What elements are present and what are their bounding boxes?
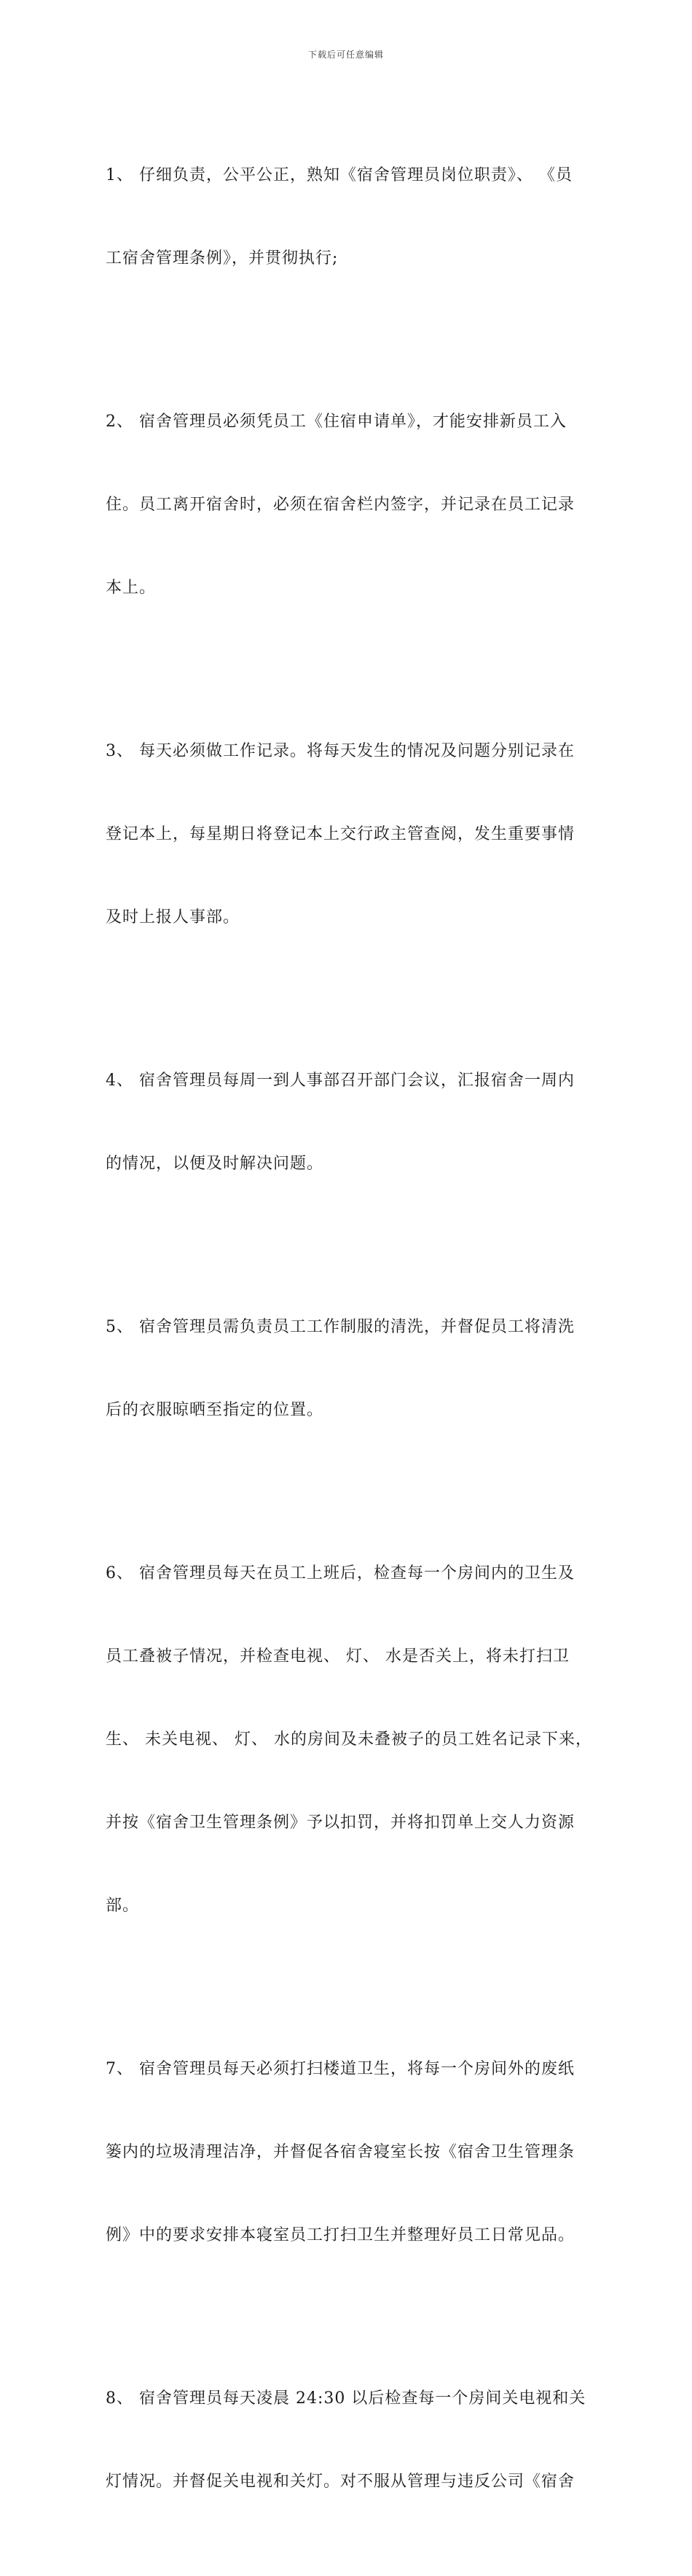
paragraph-line: 登记本上，每星期日将登记本上交行政主管查阅，发生重要事情 <box>106 825 575 843</box>
paragraph-2 <box>106 353 589 657</box>
paragraph-line: 后的衣服晾晒至指定的位置。 <box>106 1401 324 1419</box>
document-body <box>106 106 592 2576</box>
paragraph-line: 及时上报人事部。 <box>106 908 240 926</box>
paragraph-6 <box>106 1504 592 1975</box>
paragraph-line: 4、 宿舍管理员每周一到人事部召开部门会议，汇报宿舍一周内 <box>106 1072 575 1090</box>
paragraph-line: 住。员工离开宿舍时，必须在宿舍栏内签字，并记录在员工记录 <box>106 496 575 514</box>
paragraph-4 <box>106 1012 589 1233</box>
page-header: 下载后可任意编辑 <box>307 50 384 60</box>
paragraph-7 <box>106 2000 589 2305</box>
paragraph-line: 7、 宿舍管理员每天必须打扫楼道卫生，将每一个房间外的废纸 <box>106 2060 575 2078</box>
paragraph-1 <box>106 106 589 328</box>
paragraph-line: 1、 仔细负责，公平公正，熟知《宿舍管理员岗位职责》、 《员 <box>106 166 573 184</box>
paragraph-line: 6、 宿舍管理员每天在员工上班后，检查每一个房间内的卫生及 <box>106 1564 575 1582</box>
paragraph-line: 8、 宿舍管理员每天凌晨 24:30 以后检查每一个房间关电视和关 <box>106 2389 586 2408</box>
paragraph-5 <box>106 1258 589 1480</box>
paragraph-line: 并按《宿舍卫生管理条例》予以扣罚，并将扣罚单上交人力资源 <box>106 1814 575 1832</box>
paragraph-8 <box>106 2330 589 2551</box>
paragraph-3 <box>106 682 589 987</box>
paragraph-line: 2、 宿舍管理员必须凭员工《住宿申请单》，才能安排新员工入 <box>106 413 567 431</box>
paragraph-line: 篓内的垃圾清理洁净，并督促各宿舍寝室长按《宿舍卫生管理条 <box>106 2143 575 2161</box>
paragraph-line: 的情况，以便及时解决问题。 <box>106 1155 324 1173</box>
paragraph-line: 5、 宿舍管理员需负责员工工作制服的清洗，并督促员工将清洗 <box>106 1318 575 1336</box>
paragraph-line: 灯情况。并督促关电视和关灯。对不服从管理与违反公司《宿舍 <box>106 2472 575 2491</box>
paragraph-line: 生、 未关电视、 灯、 水的房间及未叠被子的员工姓名记录下来， <box>106 1730 592 1749</box>
paragraph-line: 本上。 <box>106 579 157 597</box>
paragraph-line: 部。 <box>106 1897 140 1915</box>
paragraph-line: 工宿舍管理条例》，并贯彻执行; <box>106 249 339 268</box>
paragraph-line: 员工叠被子情况，并检查电视、 灯、 水是否关上，将未打扫卫 <box>106 1647 570 1666</box>
paragraph-line: 3、 每天必须做工作记录。将每天发生的情况及问题分别记录在 <box>106 742 575 760</box>
paragraph-line: 例》中的要求安排本寝室员工打扫卫生并整理好员工日常见品。 <box>106 2226 575 2244</box>
